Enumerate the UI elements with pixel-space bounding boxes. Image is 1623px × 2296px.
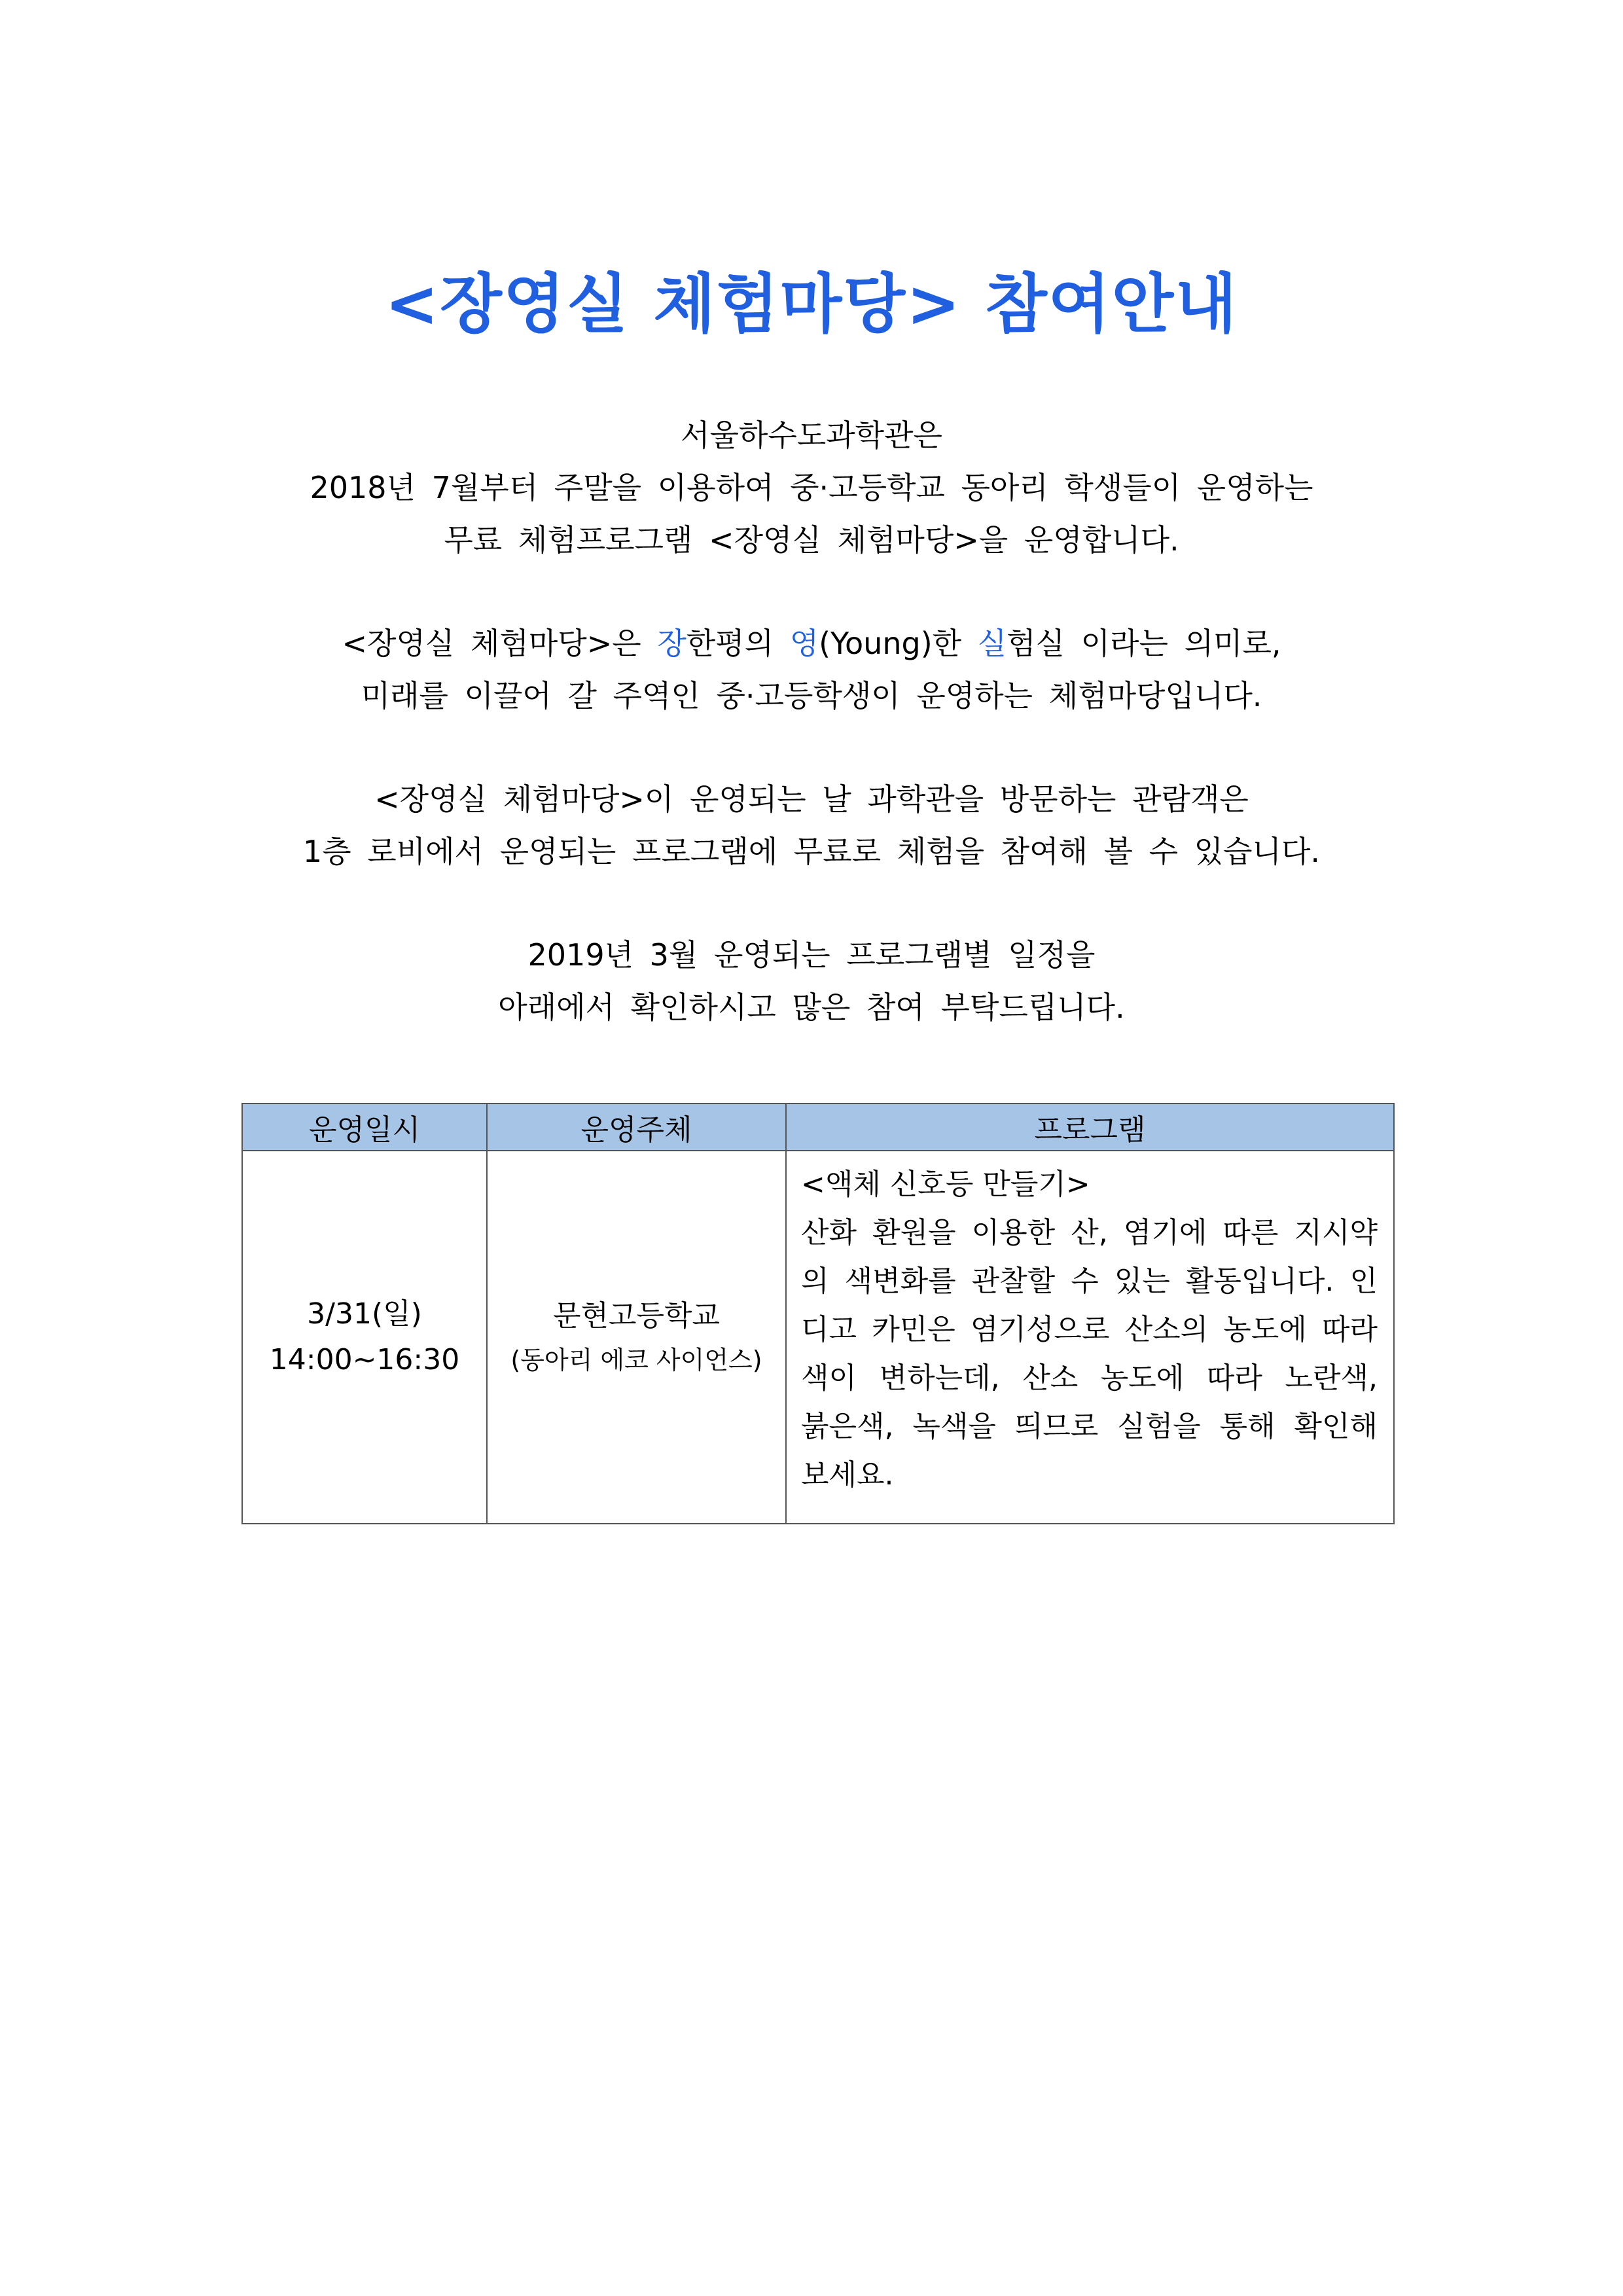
intro-section	[0, 409, 1623, 1085]
meaning-text: 한평의	[686, 626, 790, 661]
table-header-row	[242, 1103, 1394, 1151]
meaning-text: <장영실 체험마당>은	[342, 626, 658, 661]
intro-paragraph-4	[0, 929, 1623, 1033]
meaning-text: 험실 이라는 의미로,	[1007, 626, 1281, 661]
table-row	[242, 1151, 1394, 1524]
intro-line: 2019년 3월 운영되는 프로그램별 일정을	[527, 937, 1096, 973]
highlight-jang: 장	[657, 626, 687, 661]
page-title: <장영실 체험마당> 참여안내	[385, 267, 1238, 342]
program-title: <액체 신호등 만들기>	[801, 1168, 1090, 1201]
meaning-text: (Young)한	[819, 626, 978, 661]
event-date: 3/31(일)	[307, 1297, 422, 1331]
intro-line: 미래를 이끌어 갈 주역인 중·고등학생이 운영하는 체험마당입니다.	[361, 678, 1262, 713]
intro-paragraph-3	[0, 773, 1623, 878]
highlight-young: 영	[789, 626, 819, 661]
program-description: 산화 환원을 이용한 산, 염기에 따른 지시약의 색변화를 관찰할 수 있는 활동입니다. 인디고 카민은 염기성으로 산소의 농도에 따라 색이 변하는데, 산소 농도에 따라 노란색, 붉은색, 녹색을 띄므로 실험을 통해 확인해 보세요.	[801, 1216, 1378, 1492]
intro-line: 1층 로비에서 운영되는 프로그램에 무료로 체험을 참여해 볼 수 있습니다.	[302, 834, 1321, 869]
cell-program	[786, 1151, 1394, 1524]
intro-line: 서울하수도과학관은	[681, 418, 942, 453]
schedule-table	[241, 1103, 1395, 1524]
header-program: 프로그램	[786, 1103, 1394, 1151]
cell-organizer	[487, 1151, 786, 1524]
intro-paragraph-1	[0, 409, 1623, 566]
intro-line-meaning	[0, 617, 1623, 670]
header-organizer: 운영주체	[487, 1103, 786, 1151]
header-date: 운영일시	[242, 1103, 487, 1151]
highlight-sil: 실	[977, 626, 1007, 661]
intro-paragraph-2	[0, 617, 1623, 722]
intro-line: 아래에서 확인하시고 많은 참여 부탁드립니다.	[498, 990, 1125, 1025]
intro-line: 무료 체험프로그램 <장영실 체험마당>을 운영합니다.	[444, 522, 1179, 558]
event-time: 14:00~16:30	[269, 1343, 460, 1376]
organizer-club: (동아리 에코 사이언스)	[510, 1346, 762, 1374]
intro-line: 2018년 7월부터 주말을 이용하여 중·고등학교 동아리 학생들이 운영하는	[310, 470, 1313, 505]
organizer-name: 문현고등학교	[552, 1299, 721, 1333]
cell-datetime	[242, 1151, 487, 1524]
intro-line: <장영실 체험마당>이 운영되는 날 과학관을 방문하는 관람객은	[374, 781, 1249, 817]
